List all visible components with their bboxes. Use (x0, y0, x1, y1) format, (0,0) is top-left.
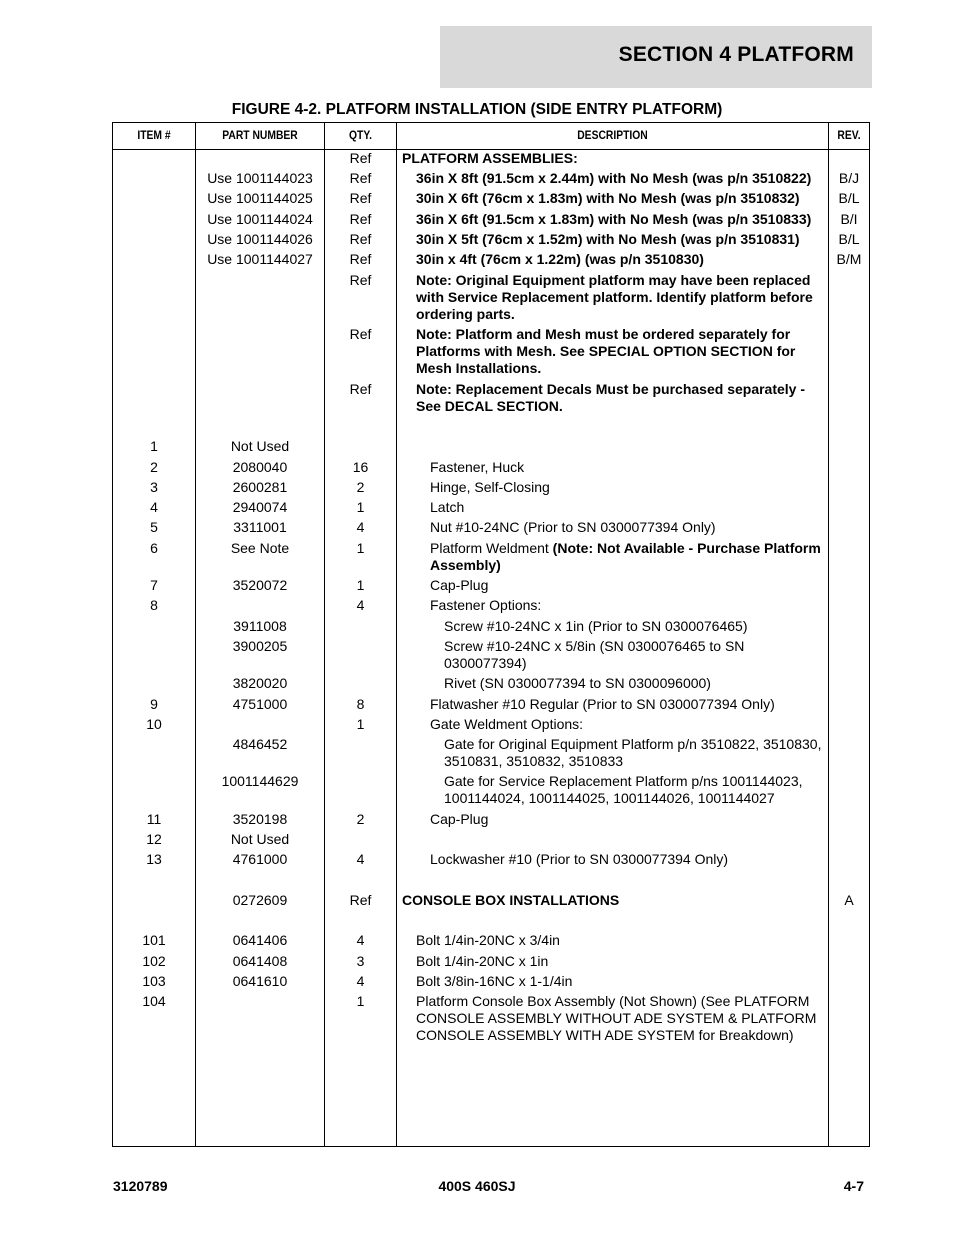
description-cell (416, 190, 827, 207)
description-cell (430, 577, 827, 594)
part-number-cell: 3900205 (232, 638, 288, 654)
description-cell (402, 150, 827, 167)
description-cell (430, 811, 827, 828)
description-cell (416, 953, 827, 970)
description-cell (416, 973, 827, 990)
description-text: Bolt 1/4in-20NC x 3/4in (416, 932, 560, 948)
qty-cell: 1 (356, 716, 365, 732)
description-cell (416, 932, 827, 949)
description-text: Bolt 1/4in-20NC x 1in (416, 953, 549, 969)
rev-cell: B/L (838, 190, 860, 206)
description-text: 30in X 6ft (76cm x 1.83m) with No Mesh (was p/n 3510832) (416, 190, 800, 206)
qty-cell: Ref (349, 892, 372, 908)
part-number-cell: 0641408 (232, 953, 288, 969)
description-text: Fastener Options: (430, 597, 542, 613)
item-cell: 10 (146, 716, 162, 732)
description-cell (430, 540, 827, 574)
description-cell (430, 479, 827, 496)
description-text: Platform Console Box Assembly (Not Shown) (See PLATFORM CONSOLE ASSEMBLY WITHOUT ADE SYSTEM & PLATFORM CONSOLE ASSEMBLY WITH ADE SYSTEM for Breakdown) (416, 993, 817, 1043)
description-cell (430, 696, 827, 713)
rev-cell: B/L (838, 231, 860, 247)
rev-cell: B/I (840, 211, 858, 227)
description-text: Gate for Service Replacement Platform p/ns 1001144023, 1001144024, 1001144025, 1001144026, 1001144027 (444, 773, 803, 806)
qty-cell: 1 (356, 540, 365, 556)
description-text: Nut #10-24NC (Prior to SN 0300077394 Only) (430, 519, 716, 535)
description-cell (402, 892, 827, 909)
part-number-cell: Use 1001144026 (207, 231, 313, 247)
description-text: 30in X 5ft (76cm x 1.52m) with No Mesh (was p/n 3510831) (416, 231, 800, 247)
item-cell: 13 (146, 851, 162, 867)
qty-cell: 1 (356, 577, 365, 593)
qty-cell: 4 (356, 973, 365, 989)
description-cell (416, 231, 827, 248)
part-number-cell: Use 1001144023 (207, 170, 313, 186)
column-divider (828, 123, 829, 1146)
item-cell: 1 (150, 438, 158, 454)
column-divider (396, 123, 397, 1146)
description-text: PLATFORM ASSEMBLIES: (402, 150, 578, 166)
item-cell: 103 (142, 973, 166, 989)
description-cell (430, 519, 827, 536)
part-number-cell: Use 1001144024 (207, 211, 313, 227)
description-text: Note: Platform and Mesh must be ordered separately for Platforms with Mesh. See SPECIAL OPTION SECTION for Mesh Installations. (416, 326, 796, 376)
description-cell (430, 851, 827, 868)
section-title: SECTION 4 PLATFORM (618, 43, 854, 66)
description-text: Note: Original Equipment platform may have been replaced with Service Replacement platform. Identify platform before ordering parts. (416, 272, 813, 322)
description-cell (416, 326, 827, 377)
part-number-cell: See Note (230, 540, 290, 556)
part-number-cell: Use 1001144027 (207, 251, 313, 267)
description-cell (430, 597, 827, 614)
item-cell: 7 (150, 577, 158, 593)
qty-cell: 4 (356, 932, 365, 948)
part-number-cell: Use 1001144025 (207, 190, 313, 206)
qty-cell: Ref (349, 272, 372, 288)
item-cell: 6 (150, 540, 158, 556)
rev-cell: A (844, 892, 854, 908)
description-text: Rivet (SN 0300077394 to SN 0300096000) (444, 675, 711, 691)
qty-cell: Ref (349, 211, 372, 227)
description-cell (416, 211, 827, 228)
qty-cell: Ref (349, 190, 372, 206)
part-number-cell: 3911008 (233, 618, 287, 634)
description-text: Latch (430, 499, 465, 515)
item-cell: 8 (150, 597, 158, 613)
qty-cell: 16 (352, 459, 369, 475)
parts-table (112, 122, 870, 1147)
qty-cell: 4 (356, 851, 365, 867)
header-item: ITEM # (137, 128, 171, 142)
item-cell: 4 (150, 499, 158, 515)
figure-title: FIGURE 4-2. PLATFORM INSTALLATION (SIDE ENTRY PLATFORM) (231, 101, 723, 118)
item-cell: 2 (150, 459, 158, 475)
part-number-cell: 0641406 (232, 932, 288, 948)
description-cell (430, 499, 827, 516)
description-text: Fastener, Huck (430, 459, 525, 475)
description-text: Flatwasher #10 Regular (Prior to SN 0300077394 Only) (430, 696, 775, 712)
qty-cell: Ref (349, 381, 372, 397)
item-cell: 12 (146, 831, 162, 847)
item-cell: 104 (142, 993, 166, 1009)
header-rev: REV. (837, 128, 861, 142)
header-qty: QTY. (349, 128, 372, 142)
item-cell: 11 (146, 811, 162, 827)
description-text: Platform Weldment (430, 540, 553, 556)
section-header-band (440, 26, 872, 88)
description-cell (444, 675, 827, 692)
qty-cell: Ref (349, 231, 372, 247)
qty-cell: 2 (356, 479, 365, 495)
description-text: 36in X 8ft (91.5cm x 2.44m) with No Mesh (was p/n 3510822) (416, 170, 812, 186)
description-text: Gate for Original Equipment Platform p/n 3510822, 3510830, 3510831, 3510832, 3510833 (444, 736, 822, 769)
description-text: CONSOLE BOX INSTALLATIONS (402, 892, 620, 908)
part-number-cell: 1001144629 (221, 773, 299, 789)
part-number-cell: 0641610 (232, 973, 288, 989)
part-number-cell: 3820020 (232, 675, 288, 691)
description-text: Cap-Plug (430, 811, 489, 827)
description-note: (Note: Not Available - Purchase Platform Assembly) (430, 540, 821, 573)
description-text: Screw #10-24NC x 5/8in (SN 0300076465 to SN 0300077394) (444, 638, 745, 671)
item-cell: 5 (150, 519, 158, 535)
header-part-number: PART NUMBER (222, 128, 298, 142)
item-cell: 102 (142, 953, 166, 969)
description-cell (430, 459, 827, 476)
description-cell (444, 618, 827, 635)
item-cell: 3 (150, 479, 158, 495)
rev-cell: B/M (836, 251, 862, 267)
description-text: Bolt 3/8in-16NC x 1-1/4in (416, 973, 573, 989)
part-number-cell: 4761000 (232, 851, 288, 867)
description-text: 30in x 4ft (76cm x 1.22m) (was p/n 3510830) (416, 251, 704, 267)
footer-page-number: 4-7 (843, 1178, 864, 1194)
description-text: Gate Weldment Options: (430, 716, 584, 732)
description-text: Note: Replacement Decals Must be purchased separately - See DECAL SECTION. (416, 381, 806, 414)
footer-doc-number: 3120789 (113, 1178, 168, 1194)
qty-cell: 3 (356, 953, 365, 969)
qty-cell: 2 (356, 811, 365, 827)
qty-cell: 4 (356, 519, 365, 535)
part-number-cell: Not Used (230, 831, 290, 847)
qty-cell: 4 (356, 597, 365, 613)
description-cell (416, 381, 827, 415)
part-number-cell: 2080040 (232, 459, 288, 475)
description-text: Hinge, Self-Closing (430, 479, 550, 495)
description-cell (444, 638, 827, 672)
description-text: Cap-Plug (430, 577, 489, 593)
item-cell: 9 (150, 696, 158, 712)
part-number-cell: 3520198 (232, 811, 288, 827)
item-cell: 101 (142, 932, 166, 948)
rev-cell: B/J (838, 170, 860, 186)
part-number-cell: 2600281 (232, 479, 288, 495)
qty-cell: 1 (356, 499, 365, 515)
description-text: Lockwasher #10 (Prior to SN 0300077394 Only) (430, 851, 729, 867)
footer-model: 400S 460SJ (438, 1178, 516, 1194)
description-cell (416, 251, 827, 268)
part-number-cell: 0272609 (232, 892, 288, 908)
qty-cell: Ref (349, 150, 372, 166)
description-cell (444, 773, 827, 807)
part-number-cell: Not Used (230, 438, 290, 454)
description-text: 36in X 6ft (91.5cm x 1.83m) with No Mesh (was p/n 3510833) (416, 211, 812, 227)
qty-cell: 1 (356, 993, 365, 1009)
description-cell (416, 993, 827, 1044)
qty-cell: 8 (356, 696, 365, 712)
part-number-cell: 2940074 (232, 499, 288, 515)
part-number-cell: 3520072 (232, 577, 288, 593)
header-description: DESCRIPTION (577, 128, 648, 142)
description-cell (416, 170, 827, 187)
qty-cell: Ref (349, 251, 372, 267)
description-cell (430, 716, 827, 733)
qty-cell: Ref (349, 170, 372, 186)
description-cell (416, 272, 827, 323)
part-number-cell: 3311001 (233, 519, 287, 535)
part-number-cell: 4846452 (232, 736, 288, 752)
qty-cell: Ref (349, 326, 372, 342)
part-number-cell: 4751000 (232, 696, 288, 712)
description-text: Screw #10-24NC x 1in (Prior to SN 0300076465) (444, 618, 748, 634)
description-cell (444, 736, 827, 770)
